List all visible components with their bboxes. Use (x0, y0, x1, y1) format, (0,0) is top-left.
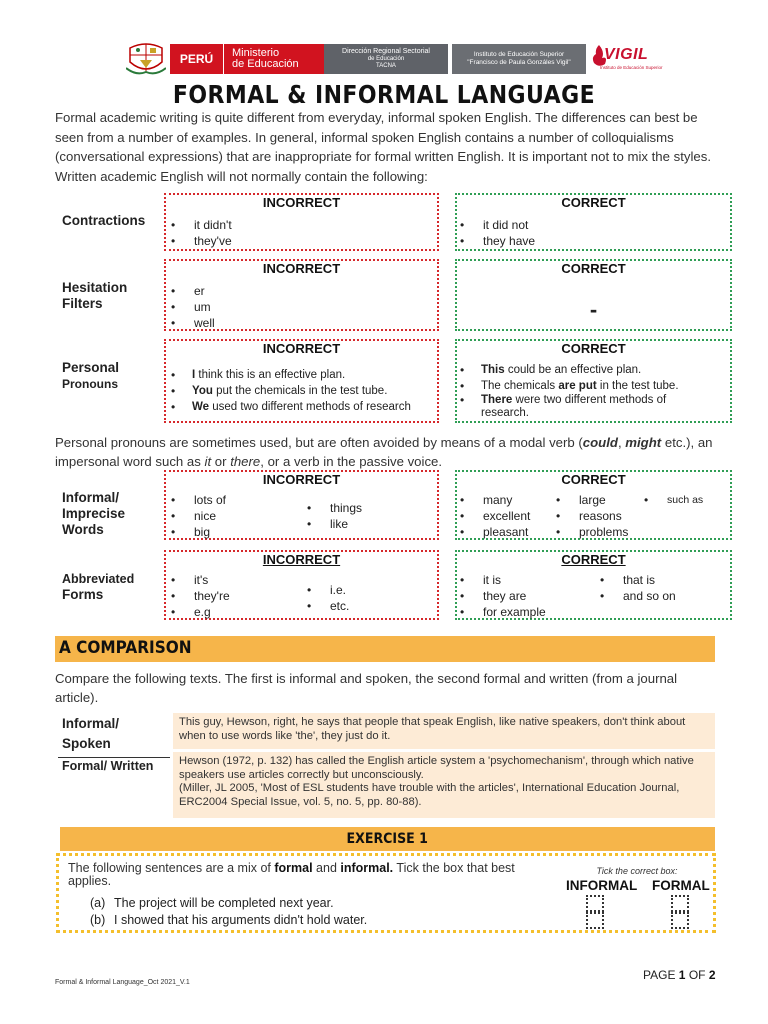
imprecise-correct-box (455, 470, 732, 540)
pronouns-correct-list (457, 362, 707, 420)
sentence-text: think this is an effective plan. (195, 369, 346, 381)
note-text: etc.), an impersonal word such as (55, 435, 713, 469)
formal-written-label: Formal/ Written (62, 759, 154, 773)
hesitation-incorrect-box (164, 259, 439, 331)
abbreviated-correct-list-1 (457, 572, 546, 620)
list-item: • they're (168, 588, 230, 604)
sentence-text: in the test tube. (596, 380, 679, 392)
comparison-intro: Compare the following texts. The first is informal and spoken, the second formal and written (from a journal article). (55, 671, 678, 705)
correct-heading: CORRECT (561, 341, 626, 356)
list-item: • um (168, 299, 215, 315)
list-item (457, 378, 707, 394)
note-text: Personal pronouns are sometimes used, but are often avoided by means of a modal verb ( (55, 435, 583, 450)
list-item (457, 394, 707, 420)
exercise-item-a (90, 896, 334, 910)
pronouns-label (62, 360, 119, 392)
abbreviated-label (62, 571, 134, 603)
note-could: could (582, 435, 618, 450)
imprecise-incorrect-list-2 (304, 500, 362, 532)
hesitation-label-line-1: Hesitation (62, 280, 128, 295)
header-logos (126, 42, 663, 76)
note-it: it (204, 454, 212, 469)
item-text: I showed that his arguments didn't hold water. (114, 913, 368, 927)
page-title: FORMAL & INFORMAL LANGUAGE (172, 80, 596, 109)
list-item (457, 362, 707, 378)
list-item: • er (168, 283, 215, 299)
list-item: • they have (457, 233, 535, 249)
dre-line-1: Dirección Regional Sectorial (342, 48, 430, 55)
instruction-formal: formal (274, 861, 313, 875)
impersonal-bold: This (481, 364, 505, 376)
ministry-logo (170, 44, 344, 74)
list-item: • and so on (597, 588, 676, 604)
tick-instruction: Tick the correct box: (596, 866, 678, 876)
sentence-text: put the chemicals in the test tube. (212, 385, 388, 397)
list-item (168, 399, 411, 415)
abbreviated-incorrect-list-2 (304, 582, 349, 614)
imprecise-correct-list-1 (457, 492, 530, 540)
note-there: there (230, 454, 261, 469)
correct-heading: CORRECT (561, 261, 626, 276)
instruction-text: and (312, 861, 341, 875)
pronouns-incorrect-list (168, 367, 411, 415)
no-equivalent-dash: - (589, 297, 598, 322)
contractions-label: Contractions (62, 213, 146, 228)
list-item: • i.e. (304, 582, 349, 598)
note-text: or (211, 454, 231, 469)
imprecise-correct-list-2 (553, 492, 628, 540)
checkbox-b-formal[interactable] (671, 912, 689, 929)
list-item (168, 367, 411, 383)
abbreviated-correct-list-2 (597, 572, 676, 604)
item-text: The project will be completed next year. (114, 896, 334, 910)
item-number: (b) (90, 913, 106, 927)
informal-text-block: This guy, Hewson, right, he says that people that speak English, like native speakers, don't think about when to use words like 'the', they just do it. (173, 713, 715, 749)
list-item: • etc. (304, 598, 349, 614)
abbreviated-incorrect-box (164, 550, 439, 620)
vigil-subtitle: Instituto de Educación Superior (600, 65, 663, 70)
dre-line-2: de Educación (367, 56, 405, 62)
imprecise-incorrect-list-1 (168, 492, 226, 540)
list-item: • it didn't (168, 217, 232, 233)
comparison-title: A COMPARISON (59, 638, 192, 658)
ministry-line-2: de Educación (232, 58, 299, 70)
exercise-title-bar (60, 827, 715, 851)
vigil-wordmark: VIGIL (604, 46, 649, 63)
list-item: • e.g (168, 604, 230, 620)
correct-heading: CORRECT (561, 552, 626, 567)
hesitation-label-line-2: Filters (62, 296, 103, 311)
list-item: • pleasant (457, 524, 530, 540)
informal-label-line-1: Informal/ (62, 716, 120, 731)
intro-paragraph: Formal academic writing is quite different from everyday, informal spoken English. The differences can best be seen from a number of examples. In general, informal spoken English contains a number of colloquialisms (conversational expressions) that are inappropriate for formal written English. It is important not to mix the styles. Written academic English will not normally contain the following: (55, 110, 712, 184)
list-item: • things (304, 500, 362, 516)
imprecise-label-line-1: Informal/ (62, 490, 120, 505)
list-item: • that is (597, 572, 676, 588)
list-item: • such as (641, 492, 703, 508)
abbreviated-incorrect-list-1 (168, 572, 230, 620)
hesitation-label (62, 280, 127, 312)
imprecise-correct-list-3 (641, 492, 703, 508)
incorrect-heading: INCORRECT (262, 195, 341, 210)
list-item: • for example (457, 604, 546, 620)
note-text: , or a verb in the passive voice. (260, 454, 443, 469)
current-page: 1 (678, 968, 686, 982)
formal-column-header: FORMAL (652, 878, 710, 893)
incorrect-heading: INCORRECT (262, 472, 341, 487)
abbreviated-label-line-2: Forms (62, 587, 104, 602)
list-item: • large (553, 492, 628, 508)
incorrect-heading: INCORRECT (262, 261, 341, 276)
list-item: • well (168, 315, 215, 331)
page-word: PAGE (643, 968, 679, 982)
citation-text: (Miller, JL 2005, 'Most of ESL students have trouble with the articles', International Education Journal, ERC2004 Special Issue, vol. 5, no. 5, pp. 80-88). (179, 782, 680, 808)
comparison-section-bar (55, 636, 715, 662)
note-might: might (625, 435, 662, 450)
list-item: • excellent (457, 508, 530, 524)
sentence-text: used two different methods of research (209, 401, 411, 413)
correct-heading: CORRECT (561, 195, 626, 210)
imprecise-label-line-2: Imprecise (62, 506, 126, 521)
total-pages: 2 (708, 968, 716, 982)
informal-label-line-2: Spoken (62, 736, 111, 751)
page-of: OF (685, 968, 709, 982)
list-item: • they've (168, 233, 232, 249)
peru-coat-of-arms-icon (126, 42, 166, 76)
checkbox-b-informal[interactable] (586, 912, 604, 929)
contractions-incorrect-list (168, 217, 232, 249)
peru-label: PERÚ (170, 44, 224, 74)
hesitation-correct-box (455, 259, 732, 331)
informal-column-header: INFORMAL (566, 878, 638, 893)
instruction-text: Tick the box that best applies. (68, 861, 515, 888)
formal-text-block (173, 752, 715, 818)
contractions-incorrect-box (164, 193, 439, 251)
passive-bold: are put (558, 380, 597, 392)
footer-document-id: Formal & Informal Language_Oct 2021_V.1 (55, 979, 190, 986)
sentence-text: were two different methods of research. (481, 394, 667, 419)
pronouns-incorrect-box (164, 339, 439, 423)
list-item: • they are (457, 588, 546, 604)
list-item: • it's (168, 572, 230, 588)
list-item: • reasons (553, 508, 628, 524)
ministry-line-1: Ministerio (232, 47, 280, 59)
page-number (643, 968, 716, 982)
pronoun-bold: We (192, 401, 210, 413)
abbreviated-correct-box (455, 550, 732, 620)
list-item: • it is (457, 572, 546, 588)
abbreviated-label-line-1: Abbreviated (62, 572, 135, 586)
dre-logo (324, 44, 448, 74)
pronoun-bold: I (192, 369, 196, 381)
checkbox-a-informal[interactable] (586, 895, 604, 912)
ies-logo (452, 44, 586, 74)
pronoun-note (55, 433, 725, 471)
item-number: (a) (90, 896, 106, 910)
sentence-prefix: The chemicals (481, 380, 559, 392)
correct-heading: CORRECT (561, 472, 626, 487)
checkbox-a-formal[interactable] (671, 895, 689, 912)
pronouns-label-line-1: Personal (62, 360, 120, 375)
pronouns-label-line-2: Pronouns (62, 377, 118, 391)
pronouns-correct-box (455, 339, 732, 423)
list-item: • lots of (168, 492, 226, 508)
list-item: • big (168, 524, 226, 540)
sentence-text: could be an effective plan. (504, 364, 642, 376)
exercise-instructions (68, 862, 538, 888)
list-item: • problems (553, 524, 628, 540)
vigil-logo (590, 42, 663, 76)
exercise-title: EXERCISE 1 (346, 831, 429, 847)
exercise-item-b (90, 913, 367, 927)
imprecise-label-line-3: Words (62, 522, 104, 537)
ies-line-2: "Francisco de Paula Gonzáles Vigil" (467, 59, 571, 66)
list-item: • like (304, 516, 362, 532)
note-text: , (617, 435, 626, 450)
imprecise-label (62, 490, 125, 538)
instruction-text: The following sentences are a mix of (68, 861, 275, 875)
ies-line-1: Instituto de Educación Superior (473, 51, 565, 58)
dre-line-3: TACNA (376, 63, 396, 69)
imprecise-incorrect-box (164, 470, 439, 540)
contractions-correct-list (457, 217, 535, 249)
incorrect-heading: INCORRECT (262, 552, 341, 567)
list-item: • it did not (457, 217, 535, 233)
pronoun-bold: You (192, 385, 213, 397)
informal-spoken-label (62, 714, 119, 754)
list-item: • many (457, 492, 530, 508)
impersonal-bold: There (481, 394, 513, 406)
list-item (168, 383, 411, 399)
instruction-informal: informal. (340, 861, 394, 875)
list-item: • nice (168, 508, 226, 524)
hesitation-incorrect-list (168, 283, 215, 331)
contractions-correct-box (455, 193, 732, 251)
formal-text: Hewson (1972, p. 132) has called the English article system a 'psychomechanism', through which native speakers use articles correctly but unconsciously. (179, 755, 694, 781)
incorrect-heading: INCORRECT (262, 341, 341, 356)
